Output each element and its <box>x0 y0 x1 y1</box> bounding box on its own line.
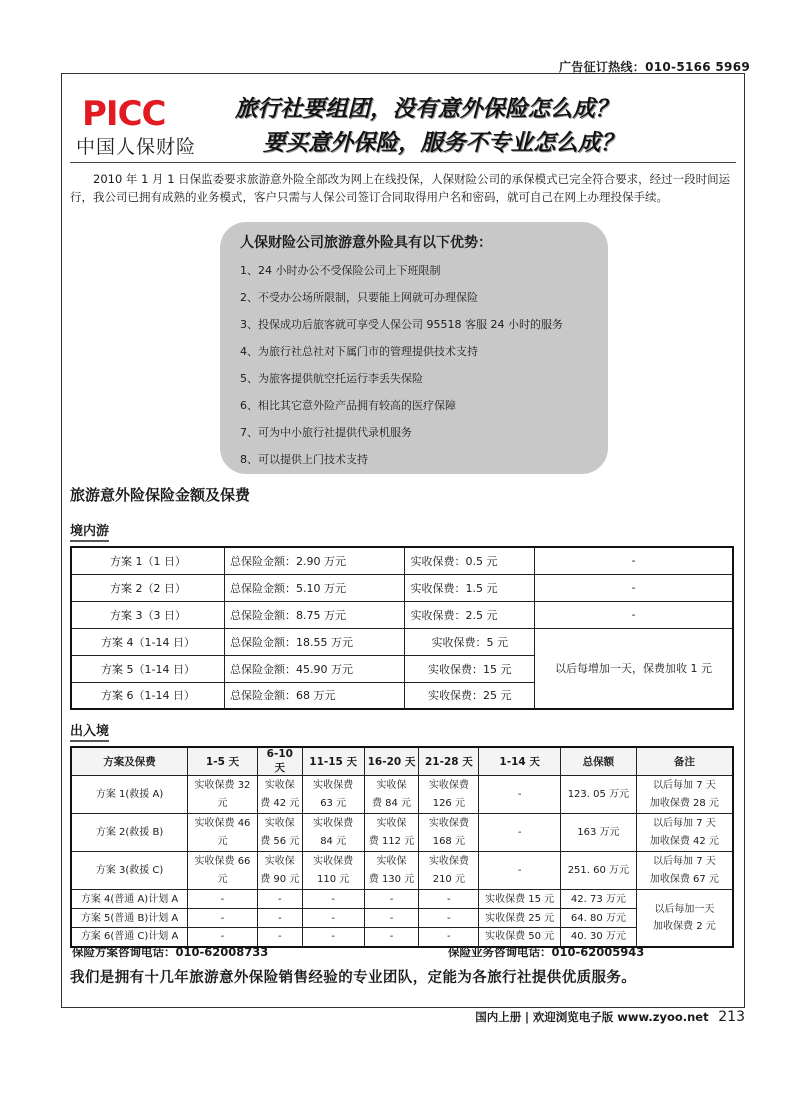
note-line: 以后每加 7 天 <box>653 779 716 791</box>
note-line: 以后每加一天 <box>654 903 715 915</box>
fee-cell: 实收保费：2.5 元 <box>405 601 535 628</box>
table-row <box>71 628 733 655</box>
note-cell: - <box>535 574 733 601</box>
page-number: 213 <box>718 1009 745 1025</box>
column-header: 备注 <box>636 747 733 776</box>
fee-line: 实收保 <box>264 855 295 867</box>
fee-line: 126 元 <box>432 797 465 809</box>
advantage-item: 8、可以提供上门技术支持 <box>240 453 368 466</box>
fee-cell: 实收保费 32 元 <box>188 776 258 814</box>
plan-cell: 方案 2（2 日） <box>71 574 225 601</box>
picc-logo <box>70 92 228 160</box>
picc-logo-name: 中国人保财险 <box>76 136 197 158</box>
column-header: 方案及保费 <box>71 747 188 776</box>
fee-cell: 实收保费 50 元 <box>479 928 561 947</box>
note-cell: - <box>535 547 733 574</box>
advantage-item: 3、投保成功后旅客就可享受人保公司 95518 客服 24 小时的服务 <box>240 318 563 331</box>
fee-cell <box>419 776 479 814</box>
fee-cell: - <box>479 814 561 852</box>
column-header: 1-14 天 <box>479 747 561 776</box>
fee-cell <box>302 814 364 852</box>
table-row <box>71 574 733 601</box>
merged-note-cell: 以后每增加一天，保费加收 1 元 <box>535 628 733 709</box>
amount-cell: 总保险金额：5.10 万元 <box>225 574 405 601</box>
fee-cell: - <box>257 890 302 909</box>
fee-line: 实收保 <box>376 817 407 829</box>
footer-separator: | <box>524 1010 530 1024</box>
page-footer <box>475 1009 745 1025</box>
plan-cell: 方案 6(普通 C)计划 A <box>71 928 188 947</box>
fee-line: 实收保费 <box>428 855 469 867</box>
plan-cell: 方案 3(救援 C) <box>71 852 188 890</box>
note-line: 以后每加 7 天 <box>653 855 716 867</box>
fee-line: 实收保 <box>264 779 295 791</box>
note-line: 加收保费 2 元 <box>653 920 716 932</box>
advantage-item: 1、24 小时办公不受保险公司上下班限制 <box>240 264 441 277</box>
advantages-list <box>240 262 563 478</box>
merged-note-cell <box>636 890 733 947</box>
table-row <box>71 814 733 852</box>
section-title: 旅游意外险保险金额及保费 <box>70 486 251 504</box>
fee-line: 实收保 <box>376 855 407 867</box>
footer-text: 欢迎浏览电子版 www.zyoo.net <box>532 1010 709 1024</box>
fee-cell <box>257 776 302 814</box>
fee-line: 实收保费 <box>313 817 354 829</box>
column-header: 总保额 <box>560 747 636 776</box>
table-row <box>71 852 733 890</box>
fee-cell: 实收保费：5 元 <box>405 628 535 655</box>
table-row <box>71 601 733 628</box>
fee-cell: - <box>302 928 364 947</box>
fee-cell <box>302 776 364 814</box>
fee-line: 实收保费 <box>428 817 469 829</box>
amount-cell: 总保险金额：8.75 万元 <box>225 601 405 628</box>
total-cell: 64. 80 万元 <box>560 909 636 928</box>
slogan: 我们是拥有十几年旅游意外保险销售经验的专业团队，定能为各旅行社提供优质服务。 <box>70 970 637 986</box>
advantages-title: 人保财险公司旅游意外险具有以下优势： <box>240 235 492 251</box>
fee-cell: 实收保费：25 元 <box>405 682 535 709</box>
fee-cell: - <box>364 890 419 909</box>
fee-cell: - <box>419 890 479 909</box>
fee-line: 费 84 元 <box>371 797 412 809</box>
fee-line: 实收保费 <box>313 779 354 791</box>
fee-cell <box>419 852 479 890</box>
note-cell: - <box>535 601 733 628</box>
advantage-item: 2、不受办公场所限制，只要能上网就可办理保险 <box>240 291 478 304</box>
plan-cell: 方案 5（1-14 日） <box>71 655 225 682</box>
amount-cell: 总保险金额：18.55 万元 <box>225 628 405 655</box>
fee-cell: - <box>188 928 258 947</box>
note-cell <box>636 776 733 814</box>
plan-cell: 方案 3（3 日） <box>71 601 225 628</box>
fee-cell: 实收保费：15 元 <box>405 655 535 682</box>
table-row <box>71 547 733 574</box>
fee-line: 费 90 元 <box>260 873 300 885</box>
intro-paragraph: 2010 年 1 月 1 日保监委要求旅游意外险全部改为网上在线投保，人保财险公司的承保模式已完全符合要求，经过一段时间运行，我公司已拥有成熟的业务模式，客户只需与人保公司签订合同取得用户名和密码，就可自己在网上办理投保手续。 <box>70 172 731 204</box>
fee-cell: - <box>257 928 302 947</box>
fee-cell: - <box>257 909 302 928</box>
advantage-item: 6、相比其它意外险产品拥有较高的医疗保障 <box>240 399 456 412</box>
fee-cell: 实收保费 46 元 <box>188 814 258 852</box>
note-cell <box>636 852 733 890</box>
fee-cell: - <box>302 890 364 909</box>
ad-hotline: 广告征订热线：010-5166 5969 <box>558 60 750 74</box>
fee-line: 实收保费 <box>428 779 469 791</box>
fee-line: 84 元 <box>320 835 347 847</box>
fee-cell <box>302 852 364 890</box>
fee-line: 63 元 <box>320 797 347 809</box>
amount-cell: 总保险金额：2.90 万元 <box>225 547 405 574</box>
fee-cell: 实收保费：0.5 元 <box>405 547 535 574</box>
total-cell: 40. 30 万元 <box>560 928 636 947</box>
fee-line: 210 元 <box>432 873 465 885</box>
fee-line: 费 130 元 <box>368 873 415 885</box>
fee-cell <box>257 814 302 852</box>
fee-line: 费 112 元 <box>368 835 415 847</box>
table-row <box>71 909 733 928</box>
note-line: 以后每加 7 天 <box>653 817 716 829</box>
column-header: 1-5 天 <box>188 747 258 776</box>
fee-cell <box>419 814 479 852</box>
plan-consult-phone: 保险方案咨询电话：010-62008733 <box>72 945 269 959</box>
column-header: 16-20 天 <box>364 747 419 776</box>
fee-line: 费 56 元 <box>260 835 300 847</box>
amount-cell: 总保险金额：45.90 万元 <box>225 655 405 682</box>
note-line: 加收保费 28 元 <box>649 797 719 809</box>
outbound-title: 出入境 <box>70 720 109 742</box>
fee-cell: 实收保费 66 元 <box>188 852 258 890</box>
column-header: 11-15 天 <box>302 747 364 776</box>
plan-cell: 方案 5(普通 B)计划 A <box>71 909 188 928</box>
total-cell: 42. 73 万元 <box>560 890 636 909</box>
fee-cell <box>364 776 419 814</box>
total-cell: 163 万元 <box>560 814 636 852</box>
note-line: 加收保费 42 元 <box>649 835 719 847</box>
fee-line: 110 元 <box>317 873 350 885</box>
table-row <box>71 776 733 814</box>
fee-cell: - <box>479 776 561 814</box>
fee-line: 实收保 <box>376 779 407 791</box>
note-line: 加收保费 67 元 <box>649 873 719 885</box>
fee-line: 实收保费 <box>313 855 354 867</box>
plan-cell: 方案 4(普通 A)计划 A <box>71 890 188 909</box>
fee-cell: - <box>419 928 479 947</box>
plan-cell: 方案 1(救援 A) <box>71 776 188 814</box>
note-cell <box>636 814 733 852</box>
fee-cell <box>364 852 419 890</box>
plan-cell: 方案 1（1 日） <box>71 547 225 574</box>
table-row <box>71 890 733 909</box>
total-cell: 251. 60 万元 <box>560 852 636 890</box>
fee-cell: - <box>302 909 364 928</box>
fee-line: 168 元 <box>432 835 465 847</box>
fee-line: 费 42 元 <box>260 797 300 809</box>
advantage-item: 4、为旅行社总社对下属门市的管理提供技术支持 <box>240 345 478 358</box>
fee-cell: 实收保费：1.5 元 <box>405 574 535 601</box>
fee-cell: - <box>188 909 258 928</box>
column-header: 21-28 天 <box>419 747 479 776</box>
header-divider <box>70 162 736 163</box>
fee-cell: 实收保费 25 元 <box>479 909 561 928</box>
fee-cell: - <box>364 928 419 947</box>
plan-cell: 方案 4（1-14 日） <box>71 628 225 655</box>
business-consult-phone: 保险业务咨询电话：010-62005943 <box>448 945 645 959</box>
table-header-row <box>71 747 733 776</box>
headline-line-2: 要买意外保险，服务不专业怎么成？ <box>263 130 624 156</box>
headline <box>235 92 735 160</box>
plan-cell: 方案 6（1-14 日） <box>71 682 225 709</box>
domestic-table <box>70 546 734 710</box>
fee-cell <box>364 814 419 852</box>
footer-label: 国内上册 <box>475 1010 522 1024</box>
fee-cell <box>257 852 302 890</box>
amount-cell: 总保险金额：68 万元 <box>225 682 405 709</box>
plan-cell: 方案 2(救援 B) <box>71 814 188 852</box>
fee-cell: - <box>479 852 561 890</box>
domestic-title: 境内游 <box>70 520 109 542</box>
column-header: 6-10 天 <box>257 747 302 776</box>
picc-logo-mark: PICC <box>82 94 166 134</box>
advantage-item: 5、为旅客提供航空托运行李丢失保险 <box>240 372 423 385</box>
fee-line: 实收保 <box>264 817 295 829</box>
fee-cell: - <box>188 890 258 909</box>
fee-cell: - <box>419 909 479 928</box>
outbound-table <box>70 746 734 948</box>
headline-line-1: 旅行社要组团，没有意外保险怎么成？ <box>235 96 618 122</box>
advantage-item: 7、可为中小旅行社提供代录机服务 <box>240 426 412 439</box>
fee-cell: - <box>364 909 419 928</box>
total-cell: 123. 05 万元 <box>560 776 636 814</box>
fee-cell: 实收保费 15 元 <box>479 890 561 909</box>
